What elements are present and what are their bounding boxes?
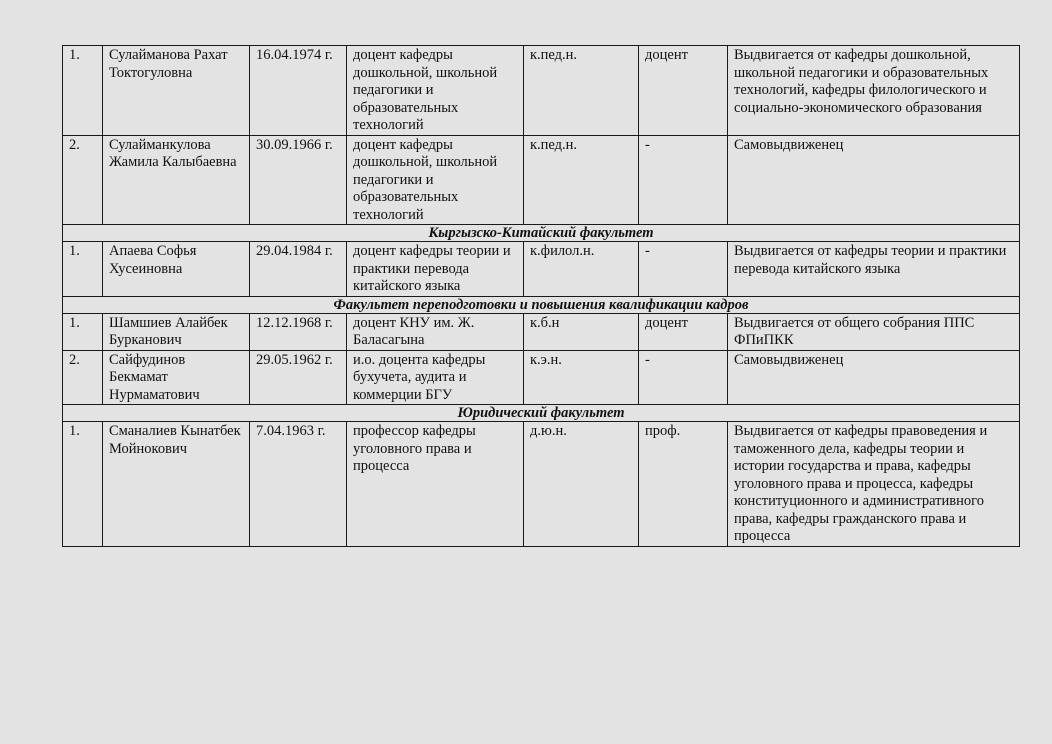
- table-row: [63, 350, 1020, 405]
- candidate-name: Сайфудинов Бекмамат Нурмаматович: [103, 350, 250, 405]
- table-row: [63, 135, 1020, 225]
- birth-date: 30.09.1966 г.: [250, 135, 347, 225]
- academic-title-cell: -: [639, 242, 728, 297]
- row-number: 2.: [63, 135, 103, 225]
- birth-date: 7.04.1963 г.: [250, 422, 347, 547]
- birth-date: 16.04.1974 г.: [250, 46, 347, 136]
- birth-date: 29.04.1984 г.: [250, 242, 347, 297]
- faculty-heading: Факультет переподготовки и повышения квалификации кадров: [63, 296, 1020, 313]
- candidate-name: Сулайманкулова Жамила Калыбаевна: [103, 135, 250, 225]
- position-cell: и.о. доцента кафедры бухучета, аудита и коммерции БГУ: [347, 350, 524, 405]
- academic-title-cell: -: [639, 350, 728, 405]
- table-row: [63, 313, 1020, 350]
- row-number: 1.: [63, 242, 103, 297]
- table-row: [63, 422, 1020, 547]
- degree-cell: к.пед.н.: [524, 46, 639, 136]
- degree-cell: к.филол.н.: [524, 242, 639, 297]
- candidate-name: Шамшиев Алайбек Бурканович: [103, 313, 250, 350]
- position-cell: профессор кафедры уголовного права и процесса: [347, 422, 524, 547]
- nomination-cell: Выдвигается от кафедры правоведения и таможенного дела, кафедры теории и истории государства и права, кафедры уголовного права и процесса, кафедры конституционного и административного права, кафедры гражданского права и процесса: [728, 422, 1020, 547]
- section-row: [63, 405, 1020, 422]
- position-cell: доцент кафедры теории и практики перевода китайского языка: [347, 242, 524, 297]
- table-row: [63, 242, 1020, 297]
- position-cell: доцент КНУ им. Ж. Баласагына: [347, 313, 524, 350]
- section-row: [63, 296, 1020, 313]
- table-row: [63, 46, 1020, 136]
- nomination-cell: Выдвигается от кафедры дошкольной, школьной педагогики и образовательных технологий, кафедры филологического и социально-экономического образования: [728, 46, 1020, 136]
- candidate-name: Сманалиев Кынатбек Мойнокович: [103, 422, 250, 547]
- degree-cell: к.э.н.: [524, 350, 639, 405]
- academic-title-cell: доцент: [639, 46, 728, 136]
- candidate-name: Сулайманова Рахат Токтогуловна: [103, 46, 250, 136]
- row-number: 2.: [63, 350, 103, 405]
- faculty-heading: Кыргызско-Китайский факультет: [63, 225, 1020, 242]
- degree-cell: д.ю.н.: [524, 422, 639, 547]
- section-row: [63, 225, 1020, 242]
- nomination-cell: Выдвигается от кафедры теории и практики перевода китайского языка: [728, 242, 1020, 297]
- candidates-table: [62, 45, 1020, 547]
- faculty-heading: Юридический факультет: [63, 405, 1020, 422]
- birth-date: 12.12.1968 г.: [250, 313, 347, 350]
- position-cell: доцент кафедры дошкольной, школьной педагогики и образовательных технологий: [347, 46, 524, 136]
- row-number: 1.: [63, 313, 103, 350]
- nomination-cell: Выдвигается от общего собрания ППС ФПиПКК: [728, 313, 1020, 350]
- birth-date: 29.05.1962 г.: [250, 350, 347, 405]
- candidate-name: Апаева Софья Хусеиновна: [103, 242, 250, 297]
- nomination-cell: Самовыдвиженец: [728, 350, 1020, 405]
- row-number: 1.: [63, 46, 103, 136]
- degree-cell: к.пед.н.: [524, 135, 639, 225]
- academic-title-cell: доцент: [639, 313, 728, 350]
- row-number: 1.: [63, 422, 103, 547]
- academic-title-cell: -: [639, 135, 728, 225]
- position-cell: доцент кафедры дошкольной, школьной педагогики и образовательных технологий: [347, 135, 524, 225]
- nomination-cell: Самовыдвиженец: [728, 135, 1020, 225]
- academic-title-cell: проф.: [639, 422, 728, 547]
- degree-cell: к.б.н: [524, 313, 639, 350]
